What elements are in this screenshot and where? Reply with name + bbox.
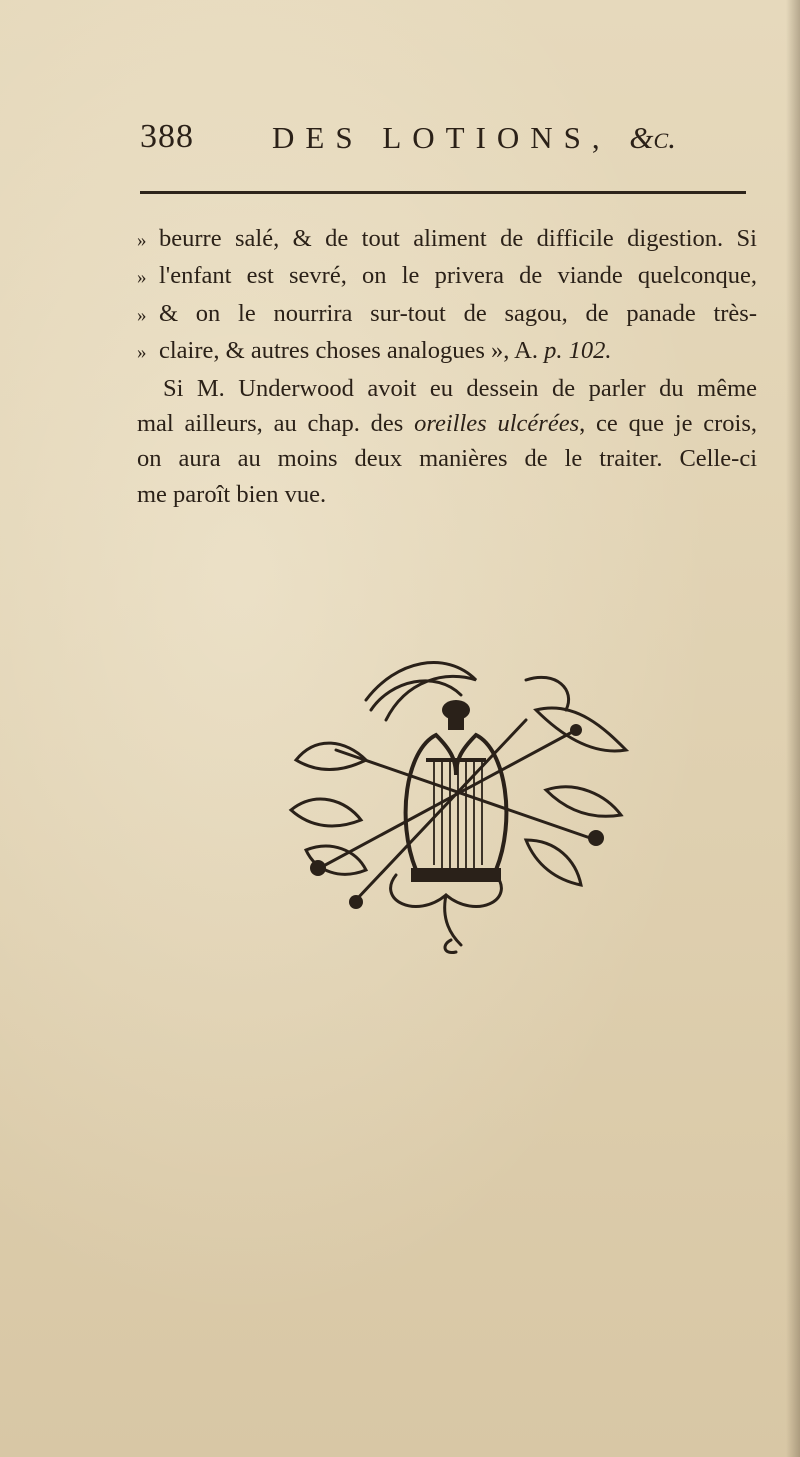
text-line bbox=[137, 333, 757, 370]
text-line bbox=[137, 371, 757, 406]
lyre-trophy-ornament-icon bbox=[276, 640, 636, 960]
text-line-content: , ce que je crois, bbox=[579, 410, 757, 438]
body-text bbox=[137, 221, 757, 512]
text-line bbox=[137, 258, 757, 295]
text-line bbox=[137, 441, 757, 476]
running-title bbox=[272, 120, 676, 156]
page-reference: p. 102. bbox=[544, 337, 612, 365]
text-line-content: & on le nourrira sur-tout de sagou, de panade très- bbox=[159, 299, 757, 327]
quote-mark: » bbox=[137, 304, 147, 326]
text-line-content: beurre salé, & de tout aliment de difficile digestion. Si bbox=[159, 225, 757, 252]
header-rule bbox=[140, 191, 746, 194]
running-title-text: DES LOTIONS, bbox=[272, 120, 611, 155]
text-line-content: on aura au moins deux manières de le traiter. Celle-ci bbox=[137, 445, 757, 473]
text-line bbox=[137, 221, 757, 258]
text-line-content: me paroît bien vue. bbox=[137, 480, 327, 508]
page-header bbox=[140, 118, 750, 168]
running-title-etc: &c. bbox=[629, 120, 676, 155]
quote-mark: » bbox=[137, 230, 147, 251]
text-line-content: Si M. Underwood avoit eu dessein de parler du même bbox=[163, 374, 757, 402]
page-edge-shadow bbox=[786, 0, 800, 1457]
quote-mark: » bbox=[137, 342, 147, 364]
text-line bbox=[137, 296, 757, 333]
text-line bbox=[137, 477, 757, 512]
chapter-title: oreilles ulcérées bbox=[414, 410, 580, 438]
text-line bbox=[137, 406, 757, 441]
text-line-content: mal ailleurs, au chap. des bbox=[137, 410, 415, 438]
page-number: 388 bbox=[140, 118, 194, 155]
quote-mark: » bbox=[137, 267, 147, 289]
text-line-content: claire, & autres choses analogues », A. bbox=[159, 337, 545, 365]
text-line-content: l'enfant est sevré, on le privera de viande quelconque, bbox=[159, 262, 757, 290]
